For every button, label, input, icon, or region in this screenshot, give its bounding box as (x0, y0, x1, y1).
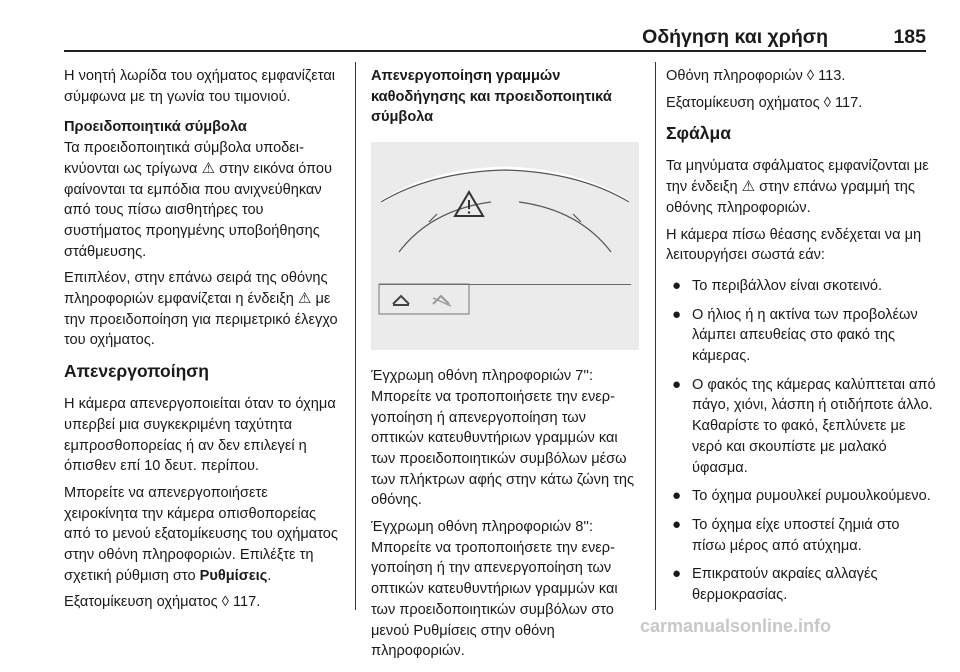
intro-paragraph: Η νοητή λωρίδα του οχήματος εμφανίζεται σύμφωνα με τη γωνία του τιμονιού. (64, 68, 336, 105)
error-intro: Η κάμερα πίσω θέασης ενδέχεται να μη λειτουργήσει σωστά εάν: (666, 226, 922, 264)
display-8in-paragraph: Έγχρωμη οθόνη πληροφοριών 8'': Μπορείτε να τροποποιήσετε την ενεργοποίηση ή την απενεργοποίηση των οπτικών κατευθυντήριων γραμμών και των προειδοποιητικών συμβόλων στο μενού Ρυθμίσεις στην οθόνη πληροφοριών. (371, 519, 618, 660)
error-conditions-list (666, 276, 936, 606)
section-title: Οδήγηση και χρήση (642, 26, 828, 48)
bullet-icon: ● (672, 305, 682, 323)
guidelines-toggle-icon (393, 296, 409, 306)
error-paragraph: Τα μηνύματα σφάλματος εμφανίζονται με την ένδειξη ⚠ στην επάνω γραμμή της οθόνης πληροφοριών. (666, 158, 929, 216)
page-number: 185 (893, 26, 926, 48)
display-7in-paragraph: Έγχρωμη οθόνη πληροφοριών 7'': Μπορείτε να τροποποιήσετε την ενεργοποίηση ή απενεργοποίηση των οπτικών κατευθυντήριων γραμμών και των προειδοποιητικών συμβόλων μέσω των πλήκτρων αφής στην κάτω ζώνη της οθόνης. (371, 368, 635, 509)
warning-symbols-toggle-icon (433, 296, 451, 306)
page-ref-arrow-icon: ◊ (823, 94, 831, 111)
deactivation-heading: Απενεργοποίηση (64, 361, 209, 382)
list-item: ● Ο ήλιος ή η ακτίνα των προβολέων λάμπει απευθείας στο φακό της κάμερας. (672, 305, 918, 365)
manual-deactivation-paragraph: Μπορείτε να απενεργοποιήσετε χειροκίνητα την κάμερα οπισθοπορείας από το μενού εξατομίκευσης του οχήματος στην οθόνη πληροφοριών. Επιλέξτε τη σχετική ρύθμιση στο Ρυθμίσεις. (64, 484, 338, 584)
list-item: ● Ο φακός της κάμερας καλύπτεται από πάγο, χιόνι, λάσπη ή οτιδήποτε άλλο. Καθαρίστε το φακό, ξεπλύνετε με νερό και σκουπίστε με μαλακό ύφασμα. (672, 375, 936, 476)
cross-reference: Εξατομίκευση οχήματος ◊ 117. (666, 94, 863, 111)
error-heading: Σφάλμα (666, 123, 731, 144)
list-item: ● Το περιβάλλον είναι σκοτεινό. (666, 276, 936, 297)
warning-symbols-paragraph: Τα προειδοποιητικά σύμβολα υποδεικνύονται ως τρίγωνα ⚠ στην εικόνα όπου φαίνονται τα εμπόδια που ανιχνεύθηκαν από τους πίσω αισθητήρες του συστήματος προηγμένης υποβοήθησης στάθμευσης. (64, 140, 332, 260)
column-2 (371, 66, 641, 672)
camera-display-figure (371, 142, 639, 350)
bullet-icon: ● (672, 515, 682, 533)
warning-triangle-icon: ⚠ (741, 178, 756, 196)
warning-triangle-icon: ⚠ (201, 159, 216, 177)
column-1 (64, 66, 344, 623)
settings-term: Ρυθμίσεις (199, 567, 268, 584)
bullet-icon: ● (672, 565, 682, 583)
camera-view-illustration (371, 142, 639, 350)
warning-symbols-heading: Προειδοποιητικά σύμβολα (64, 119, 247, 136)
info-paragraph: Επιπλέον, στην επάνω σειρά της οθόνης πληροφοριών εμφανίζεται η ένδειξη ⚠ με την προειδοποίηση για περιμετρικό έλεγχο του οχήματος. (64, 270, 338, 349)
watermark: carmanualsonline.info (640, 616, 832, 636)
page-ref-arrow-icon: ◊ (806, 68, 815, 84)
deactivation-paragraph: Η κάμερα απενεργοποιείται όταν το όχημα υπερβεί μια συγκεκριμένη ταχύτητα εμπροσθοπορείας ή αν δεν επιλεγεί η όπισθεν επί 10 δευτ. περίπου. (64, 396, 336, 475)
bullet-icon: ● (672, 276, 682, 294)
column-3 (666, 66, 936, 614)
list-item: ● Το όχημα είχε υποστεί ζημιά στο πίσω μέρος από ατύχημα. (672, 515, 900, 554)
list-item: ● Επικρατούν ακραίες αλλαγές θερμοκρασίας. (672, 565, 878, 604)
column-divider (655, 62, 656, 610)
bullet-icon: ● (672, 487, 682, 505)
list-item: ● Το όχημα ρυμουλκεί ρυμουλκούμενο. (666, 486, 936, 507)
page-ref-arrow-icon: ◊ (221, 594, 229, 611)
column-divider (355, 62, 356, 610)
cross-reference: Εξατομίκευση οχήματος ◊ 117. (64, 594, 261, 611)
header-divider (64, 50, 926, 52)
cross-reference: Οθόνη πληροφοριών ◊ 113. (666, 68, 846, 84)
guidelines-heading: Απενεργοποίηση γραμμών καθοδήγησης και προειδοποιητικά σύμβολα (371, 68, 612, 126)
warning-triangle-icon: ⚠ (297, 290, 312, 308)
bullet-icon: ● (672, 375, 682, 393)
